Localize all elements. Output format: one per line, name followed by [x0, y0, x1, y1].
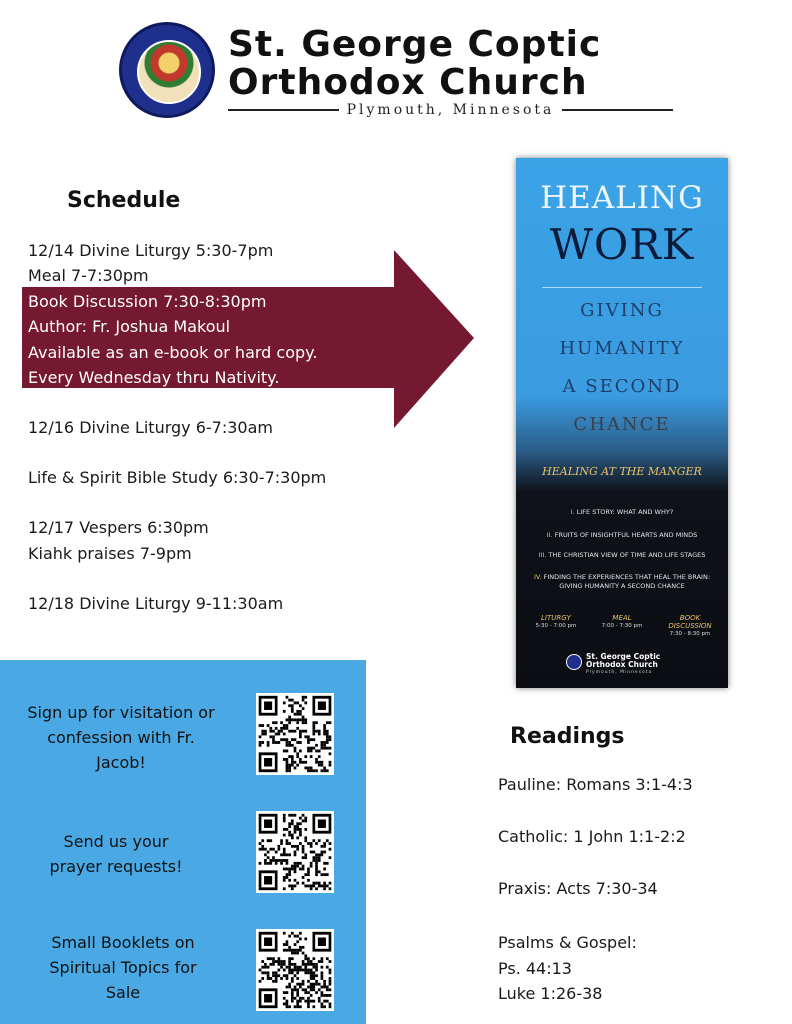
divider [562, 109, 673, 111]
church-name-line1: St. George Coptic [228, 24, 602, 65]
poster-church-name-line1: St. George Coptic [586, 652, 661, 661]
prayer-text [14, 829, 218, 879]
poster-time-liturgy [526, 614, 586, 630]
poster-church-seal [566, 654, 582, 670]
poster-manger-heading: HEALING AT THE MANGER [542, 465, 702, 478]
poster-topic [530, 508, 714, 517]
poster-topic [530, 531, 714, 540]
poster-church-name [586, 653, 660, 669]
readings-heading: Readings [510, 724, 625, 749]
schedule-line: 12/16 Divine Liturgy 6-7:30am [28, 418, 273, 437]
poster-time-value: 7:30 - 8:30 pm [669, 631, 711, 637]
schedule-line: Available as an e-book or hard copy. [28, 343, 318, 362]
poster-topic-number: II. [546, 531, 553, 539]
prayer-line: Send us your [63, 832, 169, 851]
poster-subtitle: A SECOND [562, 376, 682, 397]
poster-subtitle: HUMANITY [559, 338, 685, 359]
schedule-line: 12/14 Divine Liturgy 5:30-7pm [28, 241, 274, 260]
schedule-line: Kiahk praises 7-9pm [28, 544, 192, 563]
booklets-line: Sale [105, 983, 141, 1002]
booklets-line: Spiritual Topics for [49, 958, 197, 977]
schedule-line: Meal 7-7:30pm [28, 266, 149, 285]
booklets-qr-code[interactable] [256, 929, 334, 1011]
book-poster [516, 158, 728, 688]
poster-subtitle: GIVING [580, 300, 664, 321]
church-name-line2: Orthodox Church [228, 62, 588, 103]
church-name [228, 26, 688, 102]
poster-topic [530, 573, 714, 591]
poster-title-healing: HEALING [540, 180, 704, 216]
poster-divider [542, 287, 702, 288]
visitation-line: confession with Fr. [47, 728, 195, 747]
reading-praxis: Praxis: Acts 7:30-34 [498, 879, 658, 898]
poster-church-location: Plymouth, Minnesota [586, 670, 653, 675]
poster-time-meal [592, 614, 652, 630]
reading-gospel: Luke 1:26-38 [498, 984, 603, 1003]
schedule-line: Every Wednesday thru Nativity. [28, 368, 280, 387]
saint-george-icon [137, 40, 201, 104]
poster-time-value: 5:30 - 7:00 pm [535, 623, 577, 629]
schedule-heading: Schedule [67, 188, 181, 213]
poster-time-value: 7:00 - 7:30 pm [601, 623, 643, 629]
poster-church-name-line2: Orthodox Church [586, 660, 658, 669]
poster-time-book [660, 614, 720, 638]
poster-topic-text: FRUITS OF INSIGHTFUL HEARTS AND MINDS [554, 531, 698, 539]
reading-pauline: Pauline: Romans 3:1-4:3 [498, 775, 693, 794]
reading-catholic: Catholic: 1 John 1:1-2:2 [498, 827, 686, 846]
prayer-qr-code[interactable] [256, 811, 334, 893]
reading-psalms-gospel: Psalms & Gospel: [498, 933, 637, 952]
poster-topic-text: LIFE STORY: WHAT AND WHY? [576, 508, 674, 516]
church-location-text: Plymouth, Minnesota [346, 102, 555, 118]
poster-topic-number: I. [570, 508, 575, 516]
poster-topic [530, 551, 714, 560]
poster-topic-text: THE CHRISTIAN VIEW OF TIME AND LIFE STAGES [548, 551, 706, 559]
church-location [228, 100, 673, 120]
poster-time-label: LITURGY [541, 614, 571, 622]
visitation-line: Sign up for visitation or [27, 703, 215, 722]
schedule-line: Book Discussion 7:30-8:30pm [28, 292, 267, 311]
poster-subtitle: CHANCE [573, 414, 671, 435]
visitation-text [14, 700, 228, 775]
reading-psalm: Ps. 44:13 [498, 959, 572, 978]
poster-time-label: BOOK DISCUSSION [668, 614, 712, 630]
poster-title-work: WORK [549, 220, 695, 269]
booklets-line: Small Booklets on [51, 933, 195, 952]
prayer-line: prayer requests! [49, 857, 183, 876]
poster-topic-text: FINDING THE EXPERIENCES THAT HEAL THE BRAIN: GIVING HUMANITY A SECOND CHANCE [543, 573, 711, 590]
church-seal-logo [119, 22, 215, 118]
schedule-line: Life & Spirit Bible Study 6:30-7:30pm [28, 468, 327, 487]
poster-topic-number: IV. [533, 573, 542, 581]
schedule-line: 12/17 Vespers 6:30pm [28, 518, 209, 537]
divider [228, 109, 339, 111]
booklets-text [14, 930, 232, 1005]
poster-topic-number: III. [538, 551, 547, 559]
schedule-line: Author: Fr. Joshua Makoul [28, 317, 231, 336]
visitation-line: Jacob! [96, 753, 146, 772]
schedule-line: 12/18 Divine Liturgy 9-11:30am [28, 594, 284, 613]
visitation-qr-code[interactable] [256, 693, 334, 775]
poster-time-label: MEAL [612, 614, 632, 622]
info-panel [0, 660, 366, 1024]
